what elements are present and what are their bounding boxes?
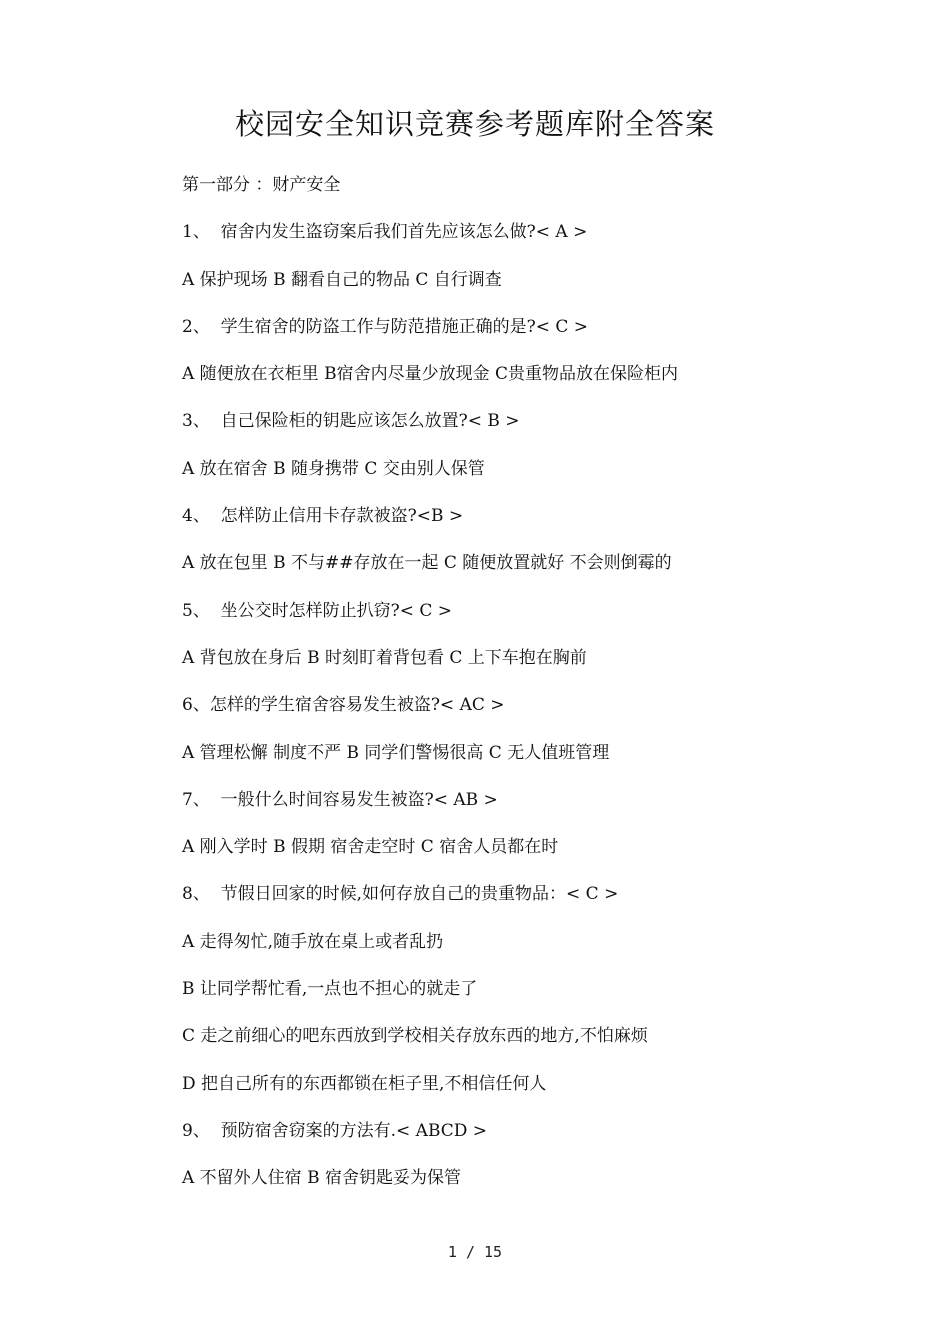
question-line: 9、 预防宿舍窃案的方法有.< ABCD > bbox=[182, 1120, 488, 1141]
options-line: C 走之前细心的吧东西放到学校相关存放东西的地方,不怕麻烦 bbox=[182, 1026, 648, 1047]
question-line: 5、 坐公交时怎样防止扒窃?< C > bbox=[182, 600, 453, 621]
options-line: A 管理松懈 制度不严 B 同学们警惕很高 C 无人值班管理 bbox=[182, 742, 610, 763]
options-line: A 刚入学时 B 假期 宿舍走空时 C 宿舍人员都在时 bbox=[182, 837, 559, 858]
options-line: A 放在宿舍 B 随身携带 C 交由别人保管 bbox=[182, 458, 485, 479]
options-line: A 保护现场 B 翻看自己的物品 C 自行调查 bbox=[182, 269, 502, 290]
options-line: D 把自己所有的东西都锁在柜子里,不相信任何人 bbox=[182, 1073, 547, 1094]
options-line: A 走得匆忙,随手放在桌上或者乱扔 bbox=[182, 931, 444, 952]
options-line: B 让同学帮忙看,一点也不担心的就走了 bbox=[182, 979, 478, 1000]
question-line: 7、 一般什么时间容易发生被盗?< AB > bbox=[182, 789, 498, 810]
options-line: A 放在包里 B 不与##存放在一起 C 随便放置就好 不会则倒霉的 bbox=[182, 553, 672, 574]
question-line: 1、 宿舍内发生盗窃案后我们首先应该怎么做?< A > bbox=[182, 222, 588, 243]
options-line: A 不留外人住宿 B 宿舍钥匙妥为保管 bbox=[182, 1168, 461, 1189]
options-line: A 背包放在身后 B 时刻盯着背包看 C 上下车抱在胸前 bbox=[182, 647, 587, 668]
question-line: 6、怎样的学生宿舍容易发生被盗?< AC > bbox=[182, 695, 505, 716]
document-title: 校园安全知识竞赛参考题库附全答案 bbox=[234, 107, 715, 141]
options-line: A 随便放在衣柜里 B宿舍内尽量少放现金 C贵重物品放在保险柜内 bbox=[182, 364, 678, 385]
question-line: 4、 怎样防止信用卡存款被盗?<B > bbox=[182, 506, 464, 527]
question-list bbox=[182, 170, 882, 1211]
question-line: 2、 学生宿舍的防盗工作与防范措施正确的是?< C > bbox=[182, 316, 589, 337]
question-line: 3、 自己保险柜的钥匙应该怎么放置?< B > bbox=[182, 411, 520, 432]
question-line: 8、 节假日回家的时候,如何存放自己的贵重物品：< C > bbox=[182, 884, 619, 905]
page-number: 1 / 15 bbox=[447, 1243, 503, 1261]
section-heading: 第一部分 ：财产安全 bbox=[182, 175, 341, 195]
